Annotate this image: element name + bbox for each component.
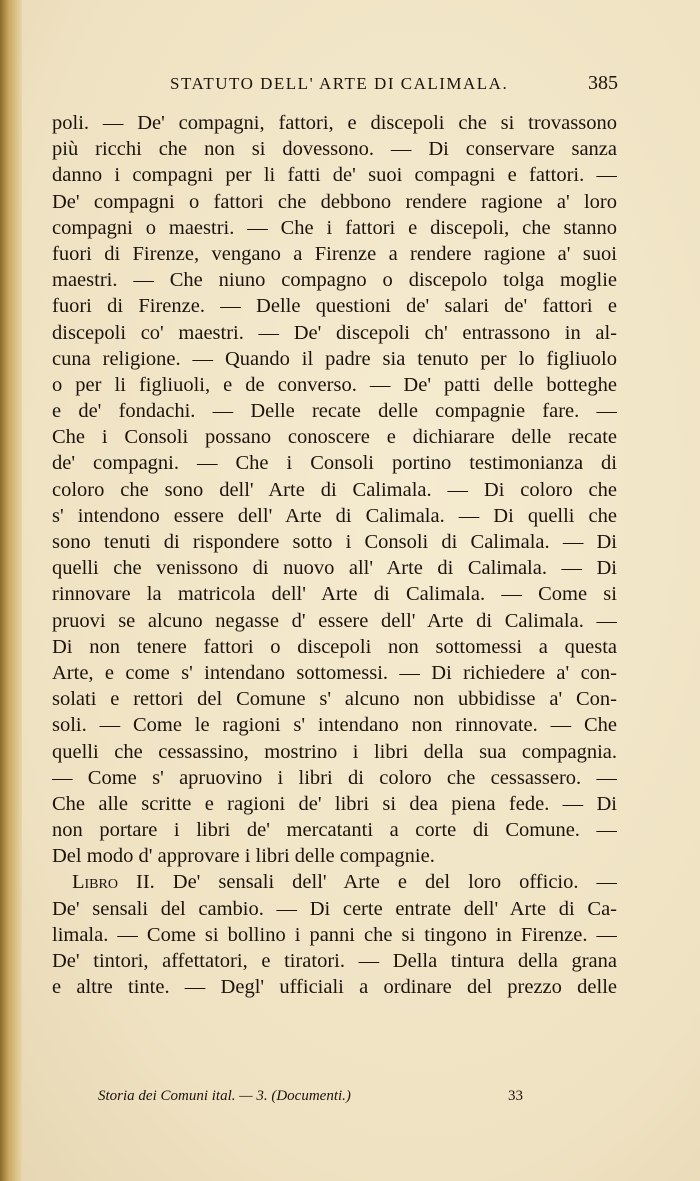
text-line: Che i Consoli possano conoscere e dichiarare delle recate <box>52 426 617 449</box>
text-line: solati e rettori del Comune s' alcuno non ubbidisse a' Con- <box>52 688 617 711</box>
footer <box>98 1088 578 1105</box>
text-line: cuna religione. — Quando il padre sia tenuto per lo figliuolo <box>52 347 617 370</box>
text-line: quelli che venissono di nuovo all' Arte di Calimala. — Di <box>52 557 617 580</box>
text-line: s' intendono essere dell' Arte di Calimala. — Di quelli che <box>52 504 617 527</box>
running-head: STATUTO DELL' ARTE DI CALIMALA. <box>170 74 509 93</box>
signature-mark: 33 <box>508 1088 523 1104</box>
footer-citation: Storia dei Comuni ital. — 3. (Documenti.) <box>98 1088 351 1104</box>
text-line: De' tintori, affettatori, e tiratori. — Della tintura della grana <box>52 950 617 972</box>
text-line: e altre tinte. — Degl' ufficiali a ordinare del prezzo delle <box>52 976 617 999</box>
text-line: limala. — Come si bollino i panni che si tingono in Firenze. — <box>52 923 617 946</box>
text-line: non portare i libri de' mercatanti a corte di Comune. — <box>52 819 617 842</box>
text-line: — Come s' apruovino i libri di coloro che cessassero. — <box>52 766 617 789</box>
text-line: o per li figliuoli, e de converso. — De' patti delle botteghe <box>52 373 617 396</box>
text-line: fuori di Firenze, vengano a Firenze a rendere ragione a' suoi <box>52 242 617 265</box>
text-line: II. De' sensali dell' Arte e del loro officio. — <box>117 871 617 894</box>
text-line: quelli che cessassino, mostrino i libri della sua compagnia. <box>52 740 617 763</box>
page-spine-edge <box>0 0 22 1181</box>
text-line: de' compagni. — Che i Consoli portino testimonianza di <box>52 452 617 475</box>
text-line: fuori di Firenze. — Delle questioni de' salari de' fattori e <box>52 295 617 318</box>
text-line: maestri. — Che niuno compagno o discepolo tolga moglie <box>52 269 617 292</box>
text-line: De' compagni o fattori che debbono rendere ragione a' loro <box>52 190 617 213</box>
libro-heading-line <box>52 869 617 895</box>
text-line: più ricchi che non si dovessono. — Di conservare sanza <box>52 138 617 161</box>
text-line: Arte, e come s' intendano sottomessi. — Di richiedere a' con- <box>52 661 617 684</box>
text-line: sono tenuti di rispondere sotto i Consoli di Calimala. — Di <box>52 531 617 553</box>
libro-heading: Libro <box>72 871 118 894</box>
text-line: danno i compagni per li fatti de' suoi compagni e fattori. — <box>52 164 617 187</box>
text-line: Che alle scritte e ragioni de' libri si dea piena fede. — Di <box>52 792 617 815</box>
text-line: soli. — Come le ragioni s' intendano non rinnovate. — Che <box>52 714 617 737</box>
text-line: Del modo d' approvare i libri delle compagnie. <box>52 845 435 868</box>
text-line: rinnovare la matricola dell' Arte di Calimala. — Come si <box>52 583 617 606</box>
text-line: Di non tenere fattori o discepoli non sottomessi a questa <box>52 635 617 658</box>
text-line: poli. — De' compagni, fattori, e discepoli che si trovassono <box>52 112 617 134</box>
text-line: coloro che sono dell' Arte di Calimala. — Di coloro che <box>52 478 617 501</box>
text-line: e de' fondachi. — Delle recate delle compagnie fare. — <box>52 400 617 423</box>
text-line: compagni o maestri. — Che i fattori e discepoli, che stanno <box>52 216 617 239</box>
text-line: discepoli co' maestri. — De' discepoli ch' entrassono in al- <box>52 321 617 344</box>
text-line: pruovi se alcuno negasse d' essere dell' Arte di Calimala. — <box>52 609 617 632</box>
text-line: De' sensali del cambio. — Di certe entrate dell' Arte di Ca- <box>52 897 617 920</box>
body-text <box>52 110 617 1000</box>
page-number: 385 <box>588 72 618 94</box>
